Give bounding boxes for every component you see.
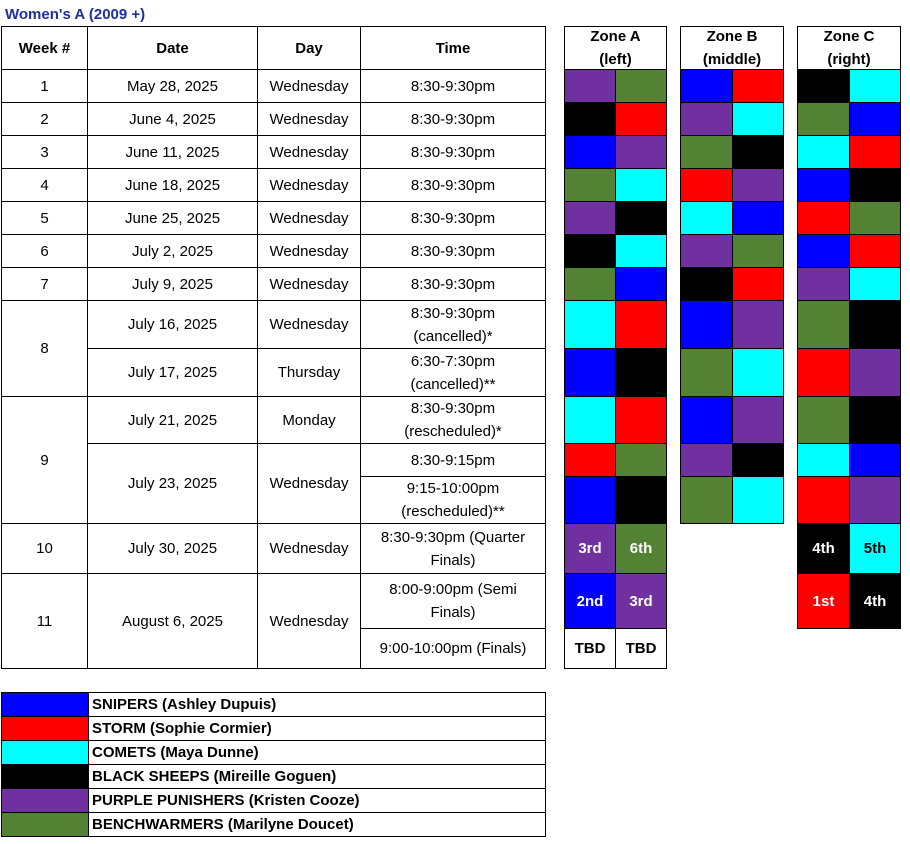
legend-swatch-blacksheeps bbox=[1, 764, 89, 789]
team-swatch-snipers bbox=[680, 396, 733, 444]
team-swatch-purple bbox=[849, 476, 901, 524]
team-swatch-snipers bbox=[564, 348, 616, 397]
week-number: 4 bbox=[1, 168, 88, 202]
day-cell: Monday bbox=[257, 396, 361, 444]
time-cell-line2: (rescheduled)** bbox=[401, 503, 505, 520]
time-cell bbox=[360, 476, 546, 524]
team-swatch-storm bbox=[797, 348, 850, 397]
team-swatch-bench bbox=[797, 102, 850, 136]
time-cell: 8:30-9:30pm bbox=[360, 168, 546, 202]
team-swatch-comets bbox=[615, 234, 667, 268]
time-cell: 8:30-9:15pm bbox=[360, 443, 546, 477]
playoff-seed: TBD bbox=[615, 628, 667, 669]
time-cell bbox=[360, 300, 546, 349]
team-swatch-comets bbox=[797, 443, 850, 477]
team-swatch-storm bbox=[615, 102, 667, 136]
team-swatch-bench bbox=[564, 168, 616, 202]
zone-header-b bbox=[680, 26, 784, 70]
team-swatch-comets bbox=[797, 135, 850, 169]
zone-header-c bbox=[797, 26, 901, 70]
time-cell-line2: (cancelled)* bbox=[413, 327, 493, 345]
team-swatch-storm bbox=[849, 234, 901, 268]
time-cell: 8:30-9:30pm bbox=[360, 69, 546, 103]
day-cell: Wednesday bbox=[257, 523, 361, 574]
date-cell: June 11, 2025 bbox=[87, 135, 258, 169]
team-swatch-purple bbox=[615, 135, 667, 169]
legend-label-storm: STORM (Sophie Cormier) bbox=[88, 716, 546, 741]
team-swatch-blacksheeps bbox=[564, 102, 616, 136]
team-swatch-bench bbox=[680, 135, 733, 169]
team-swatch-comets bbox=[849, 69, 901, 103]
team-swatch-snipers bbox=[732, 201, 784, 235]
team-swatch-purple bbox=[797, 267, 850, 301]
zone-header-line2: (left) bbox=[599, 51, 632, 68]
team-swatch-storm bbox=[797, 201, 850, 235]
team-swatch-snipers bbox=[849, 102, 901, 136]
time-cell-line1: 6:30-7:30pm bbox=[410, 352, 496, 370]
team-swatch-snipers bbox=[797, 168, 850, 202]
team-swatch-purple bbox=[680, 443, 733, 477]
team-swatch-comets bbox=[849, 267, 901, 301]
team-swatch-purple bbox=[732, 300, 784, 349]
playoff-seed: 3rd bbox=[564, 523, 616, 574]
day-cell: Wednesday bbox=[257, 573, 361, 669]
team-swatch-bench bbox=[849, 201, 901, 235]
week-number: 5 bbox=[1, 201, 88, 235]
date-cell: July 21, 2025 bbox=[87, 396, 258, 444]
week-number: 10 bbox=[1, 523, 88, 574]
playoff-seed: 5th bbox=[849, 523, 901, 574]
legend-label-bench: BENCHWARMERS (Marilyne Doucet) bbox=[88, 812, 546, 837]
week-number: 2 bbox=[1, 102, 88, 136]
time-cell-line1: 8:00-9:00pm (Semi bbox=[389, 581, 517, 598]
team-swatch-comets bbox=[732, 102, 784, 136]
team-swatch-snipers bbox=[564, 476, 616, 524]
team-swatch-comets bbox=[732, 476, 784, 524]
team-swatch-storm bbox=[797, 476, 850, 524]
playoff-seed: 4th bbox=[797, 523, 850, 574]
time-cell-line2: Finals) bbox=[430, 604, 476, 621]
playoff-seed: 2nd bbox=[564, 573, 616, 629]
date-cell: August 6, 2025 bbox=[87, 573, 258, 669]
team-swatch-comets bbox=[564, 396, 616, 444]
time-cell: 8:30-9:30pm bbox=[360, 267, 546, 301]
date-cell: July 17, 2025 bbox=[87, 348, 258, 397]
legend-label-comets: COMETS (Maya Dunne) bbox=[88, 740, 546, 765]
day-cell: Wednesday bbox=[257, 300, 361, 349]
team-swatch-storm bbox=[615, 300, 667, 349]
team-swatch-bench bbox=[615, 443, 667, 477]
day-cell: Wednesday bbox=[257, 201, 361, 235]
team-swatch-blacksheeps bbox=[732, 135, 784, 169]
team-swatch-bench bbox=[797, 396, 850, 444]
day-cell: Wednesday bbox=[257, 267, 361, 301]
team-swatch-storm bbox=[680, 168, 733, 202]
time-cell-line1: 9:15-10:00pm bbox=[406, 480, 500, 497]
team-swatch-bench bbox=[615, 69, 667, 103]
time-cell: 8:30-9:30pm bbox=[360, 201, 546, 235]
team-swatch-storm bbox=[849, 135, 901, 169]
team-swatch-storm bbox=[732, 267, 784, 301]
team-swatch-storm bbox=[564, 443, 616, 477]
legend-swatch-storm bbox=[1, 716, 89, 741]
time-cell-line1: 8:30-9:30pm bbox=[410, 400, 496, 417]
team-swatch-blacksheeps bbox=[615, 201, 667, 235]
header-week: Week # bbox=[1, 26, 88, 70]
day-cell: Wednesday bbox=[257, 69, 361, 103]
time-cell: 9:00-10:00pm (Finals) bbox=[360, 628, 546, 669]
week-number: 1 bbox=[1, 69, 88, 103]
playoff-seed: 6th bbox=[615, 523, 667, 574]
day-cell: Wednesday bbox=[257, 135, 361, 169]
page-title: Women's A (2009 +) bbox=[5, 6, 146, 23]
playoff-seed: 1st bbox=[797, 573, 850, 629]
team-swatch-blacksheeps bbox=[732, 443, 784, 477]
zone-header-line1: Zone B bbox=[706, 28, 758, 45]
date-cell: July 30, 2025 bbox=[87, 523, 258, 574]
time-cell bbox=[360, 573, 546, 629]
day-cell: Wednesday bbox=[257, 234, 361, 268]
week-number: 9 bbox=[1, 396, 88, 524]
zone-header-line1: Zone A bbox=[590, 28, 641, 45]
team-swatch-blacksheeps bbox=[615, 348, 667, 397]
date-cell: June 18, 2025 bbox=[87, 168, 258, 202]
team-swatch-comets bbox=[615, 168, 667, 202]
header-time: Time bbox=[360, 26, 546, 70]
team-swatch-snipers bbox=[680, 300, 733, 349]
team-swatch-blacksheeps bbox=[564, 234, 616, 268]
team-swatch-storm bbox=[732, 69, 784, 103]
team-swatch-bench bbox=[797, 300, 850, 349]
team-swatch-storm bbox=[615, 396, 667, 444]
team-swatch-bench bbox=[680, 476, 733, 524]
time-cell: 8:30-9:30pm bbox=[360, 102, 546, 136]
team-swatch-blacksheeps bbox=[849, 396, 901, 444]
team-swatch-snipers bbox=[564, 135, 616, 169]
team-swatch-blacksheeps bbox=[615, 476, 667, 524]
day-cell: Thursday bbox=[257, 348, 361, 397]
legend-label-snipers: SNIPERS (Ashley Dupuis) bbox=[88, 692, 546, 717]
team-swatch-snipers bbox=[797, 234, 850, 268]
time-cell bbox=[360, 523, 546, 574]
team-swatch-blacksheeps bbox=[849, 168, 901, 202]
playoff-seed: 3rd bbox=[615, 573, 667, 629]
team-swatch-purple bbox=[680, 234, 733, 268]
team-swatch-bench bbox=[732, 234, 784, 268]
time-cell: 8:30-9:30pm bbox=[360, 234, 546, 268]
team-swatch-blacksheeps bbox=[849, 300, 901, 349]
team-swatch-blacksheeps bbox=[797, 69, 850, 103]
legend-label-blacksheeps: BLACK SHEEPS (Mireille Goguen) bbox=[88, 764, 546, 789]
week-number: 3 bbox=[1, 135, 88, 169]
time-cell-line2: (cancelled)** bbox=[410, 375, 496, 393]
zone-header-line1: Zone C bbox=[823, 28, 875, 45]
week-number: 8 bbox=[1, 300, 88, 397]
time-cell-line2: (rescheduled)* bbox=[404, 423, 502, 440]
team-swatch-snipers bbox=[615, 267, 667, 301]
team-swatch-purple bbox=[564, 69, 616, 103]
legend-label-purple: PURPLE PUNISHERS (Kristen Cooze) bbox=[88, 788, 546, 813]
week-number: 7 bbox=[1, 267, 88, 301]
date-cell: June 4, 2025 bbox=[87, 102, 258, 136]
team-swatch-bench bbox=[564, 267, 616, 301]
time-cell bbox=[360, 396, 546, 444]
team-swatch-comets bbox=[732, 348, 784, 397]
team-swatch-snipers bbox=[680, 69, 733, 103]
team-swatch-comets bbox=[680, 201, 733, 235]
date-cell: July 9, 2025 bbox=[87, 267, 258, 301]
time-cell: 8:30-9:30pm bbox=[360, 135, 546, 169]
header-date: Date bbox=[87, 26, 258, 70]
team-swatch-blacksheeps bbox=[680, 267, 733, 301]
playoff-seed: TBD bbox=[564, 628, 616, 669]
time-cell-line1: 8:30-9:30pm (Quarter bbox=[380, 528, 526, 546]
date-cell: July 23, 2025 bbox=[87, 443, 258, 524]
zone-header-line2: (middle) bbox=[702, 51, 762, 68]
date-cell: July 2, 2025 bbox=[87, 234, 258, 268]
team-swatch-bench bbox=[680, 348, 733, 397]
legend-swatch-snipers bbox=[1, 692, 89, 717]
time-cell-line2: Finals) bbox=[430, 551, 476, 569]
week-number: 6 bbox=[1, 234, 88, 268]
team-swatch-comets bbox=[564, 300, 616, 349]
time-cell-line1: 8:30-9:30pm bbox=[410, 304, 496, 322]
header-day: Day bbox=[257, 26, 361, 70]
date-cell: May 28, 2025 bbox=[87, 69, 258, 103]
legend-swatch-purple bbox=[1, 788, 89, 813]
team-swatch-purple bbox=[732, 168, 784, 202]
date-cell: July 16, 2025 bbox=[87, 300, 258, 349]
team-swatch-purple bbox=[564, 201, 616, 235]
team-swatch-snipers bbox=[849, 443, 901, 477]
team-swatch-purple bbox=[849, 348, 901, 397]
playoff-seed: 4th bbox=[849, 573, 901, 629]
week-number: 11 bbox=[1, 573, 88, 669]
zone-header-a bbox=[564, 26, 667, 70]
day-cell: Wednesday bbox=[257, 168, 361, 202]
time-cell bbox=[360, 348, 546, 397]
date-cell: June 25, 2025 bbox=[87, 201, 258, 235]
legend-swatch-comets bbox=[1, 740, 89, 765]
day-cell: Wednesday bbox=[257, 102, 361, 136]
day-cell: Wednesday bbox=[257, 443, 361, 524]
zone-header-line2: (right) bbox=[827, 51, 871, 68]
team-swatch-purple bbox=[732, 396, 784, 444]
legend-swatch-bench bbox=[1, 812, 89, 837]
team-swatch-purple bbox=[680, 102, 733, 136]
